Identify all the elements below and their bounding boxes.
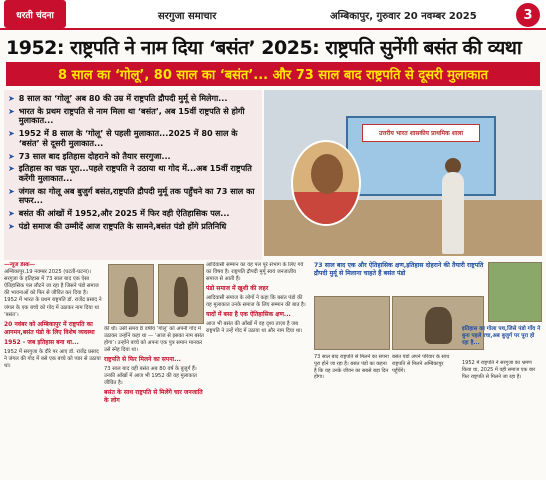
subhead: पंडो समाज में खुशी की लहर [206, 285, 269, 293]
subhead: बसंत के साथ राष्ट्रपति से मिलेंगे चार जनजाति के लोग [104, 389, 203, 405]
portrait-face [311, 154, 343, 194]
highlights-panel [4, 90, 262, 260]
highlight-item: ➤ बसंत की आंखों में 1952,और 2025 में फिर वही ऐतिहासिक पल... [8, 208, 230, 219]
highlight-item: ➤ इतिहास का चक्र पूरा...पहले राष्ट्रपति ने उठाया था गोद में...अब 15वीं राष्ट्रपति करेंगी मुलाकात... [8, 163, 252, 183]
sub-headline-banner: 8 साल का ‘गोलू’, 80 साल का ‘बसंत’... और 73 साल बाद राष्ट्रपति से दूसरी मुलाकात [6, 62, 540, 86]
subhead: 20 नवंबर को अम्बिकापुर में राष्ट्रपति का आगमन,बसंत पंडो के लिए विशेष व्यवस्था [4, 320, 95, 336]
byline: —न्यूज डेस्क— [4, 262, 36, 268]
bullet-icon: ➤ [8, 164, 15, 174]
highlight-item: ➤ 8 साल का ‘गोलू’ अब 80 की उम्र में राष्ट्रपति द्रौपदी मुर्मू से मिलेगा... [8, 93, 228, 103]
bullet-icon: ➤ [8, 186, 15, 196]
bullet-icon: ➤ [8, 151, 15, 161]
portrait-sari [293, 192, 361, 226]
article-text: 1952 में सरगुजा के दौरे पर आए डॉ. राजेंद्र प्रसाद ने जंगल की गोद में बसे एक बच्चे को प्यार से उठाया था। [4, 348, 101, 369]
bullet-icon: ➤ [8, 94, 15, 103]
article-text: आदिवासी सम्मान का यह पल पूरे संभाग के लिए गर्व का विषय है। राष्ट्रपति द्रौपदी मुर्मू स्वयं जनजातीय समाज से आती हैं। [206, 262, 304, 283]
bullet-icon: ➤ [8, 106, 15, 116]
page-number: 3 [516, 3, 540, 27]
president-portrait-inset [291, 140, 361, 226]
bullet-icon: ➤ [8, 221, 15, 231]
article-text: की थी। उसी समय 8 वर्षीय ‘गोलू’ को अपनी गोद में उठाकर उन्होंने कहा था — ‘आज से इसका नाम बसंत होगा’। उन्होंने बच्चे को अपना एक पुत्र समान मानकर उसे स्नेह दिया था। [104, 326, 204, 354]
article-text: 73 साल बाद वही बसंत अब 80 वर्ष के बुजुर्ग हैं। उनकी आँखों में आज भी 1952 की वह मुलाकात जीवित है। [104, 366, 197, 387]
bullet-icon: ➤ [8, 209, 15, 219]
article-text: आज भी बसंत की आँखों में वह दृश्य ताज़ा है जब राष्ट्रपति ने उन्हें गोद में उठाया था और नाम दिया था। [206, 321, 303, 335]
section-title: सरगुजा समाचार [158, 11, 217, 22]
village-photo [488, 262, 542, 322]
highlight-item: ➤ 1952 में 8 साल के ‘गोलू’ से पहली मुलाकात...2025 में 80 साल के ‘बसंत’ से दूसरी मुलाकात... [8, 128, 238, 148]
bullet-icon: ➤ [8, 129, 15, 139]
highlight-item: ➤ भारत के प्रथम राष्ट्रपति से नाम मिला था ‘बसंत’, अब 15वीं राष्ट्रपति से होगी मुलाकात... [8, 105, 245, 126]
elder-photo [108, 264, 154, 324]
highlight-item: ➤ जंगल का गोलू अब बुजुर्ग बसंत,राष्ट्रपति द्रौपदी मुर्मू तक पहुँचने का 73 साल का सफर... [8, 185, 255, 206]
elder-photo-2 [158, 264, 204, 324]
document-photo [314, 296, 390, 350]
article-text: 73 साल बाद राष्ट्रपति से मिलने का सपना पूरा होने जा रहा है। बसंत पंडो का कहना है कि यह उनके जीवन का सबसे बड़ा दिन होगा। [314, 354, 389, 381]
article-column-1 [4, 262, 102, 478]
subhead: यादों में बसा है एक ऐतिहासिक क्षण... [206, 311, 291, 319]
article-text: आदिवासी समाज के लोगों ने कहा कि बसंत पंडो की यह मुलाकात उनके समाज के लिए सम्मान की बात है। [206, 295, 306, 309]
dateline: अम्बिकापुर, गुरुवार 20 नवम्बर 2025 [330, 11, 477, 22]
article-text: बसंत पंडो अपने परिवार के साथ राष्ट्रपति से मिलने अम्बिकापुर पहुँचेंगे। [392, 354, 450, 374]
highlight-item: ➤ 73 साल बाद इतिहास दोहराने को तैयार सरगुजा... [8, 150, 171, 161]
elder-figure [442, 172, 464, 254]
subhead: राष्ट्रपति से फिर मिलने का सपना... [104, 356, 181, 364]
newspaper-logo: धरती चंदना [4, 0, 66, 28]
secondary-headline: 73 साल बाद एक और ऐतिहासिक क्षण,इतिहास दोहराने की तैयारी राष्ट्रपति द्रौपदी मुर्मू से मिलाना चाहते हैं बसंत पंडो [314, 262, 484, 278]
article-text: 1952 में राष्ट्रपति ने सरगुजा का भ्रमण किया था, 2025 में वही समाज एक बार फिर राष्ट्रपति से मिलने जा रहा है। [462, 360, 536, 380]
school-sign: उत्तरीय भारत शासकीय प्राथमिक शाला [362, 124, 480, 142]
main-headline: 1952: राष्ट्रपति ने नाम दिया ‘बसंत’ 2025: राष्ट्रपति सुनेंगी बसंत की व्यथा [6, 37, 522, 59]
highlight-item: ➤ पंडो समाज की उम्मीदें आज राष्ट्रपति के सामने,बसंत पंडो होंगे प्रतिनिधि [8, 220, 227, 231]
article-text: अम्बिकापुर,19 नवम्बर 2025 (घटती-घटना)। सरगुजा के इतिहास में 73 साल बाद एक ऐसा ऐतिहासिक पल लौटने जा रहा है जिसने पंडो समाज की भावनाओं को फिर से जीवित कर दिया है। 1952 में भारत के प्रथम राष्ट्रपति डॉ. राजेंद्र प्रसाद ने जंगल के एक बच्चे को गोद में उठाकर नाम दिया था ‘बसंत’। [4, 269, 102, 318]
article-column-3 [206, 262, 308, 478]
article-column-2 [104, 326, 204, 478]
secondary-subhead: इतिहास का गोला पथ,जिसे पंडो गाँव ने बुना पहले रचा,अब बुजुर्ग पर पूरा हो रहा है... [462, 326, 541, 347]
subhead: 1952 - जब इतिहास बना था... [4, 338, 79, 346]
